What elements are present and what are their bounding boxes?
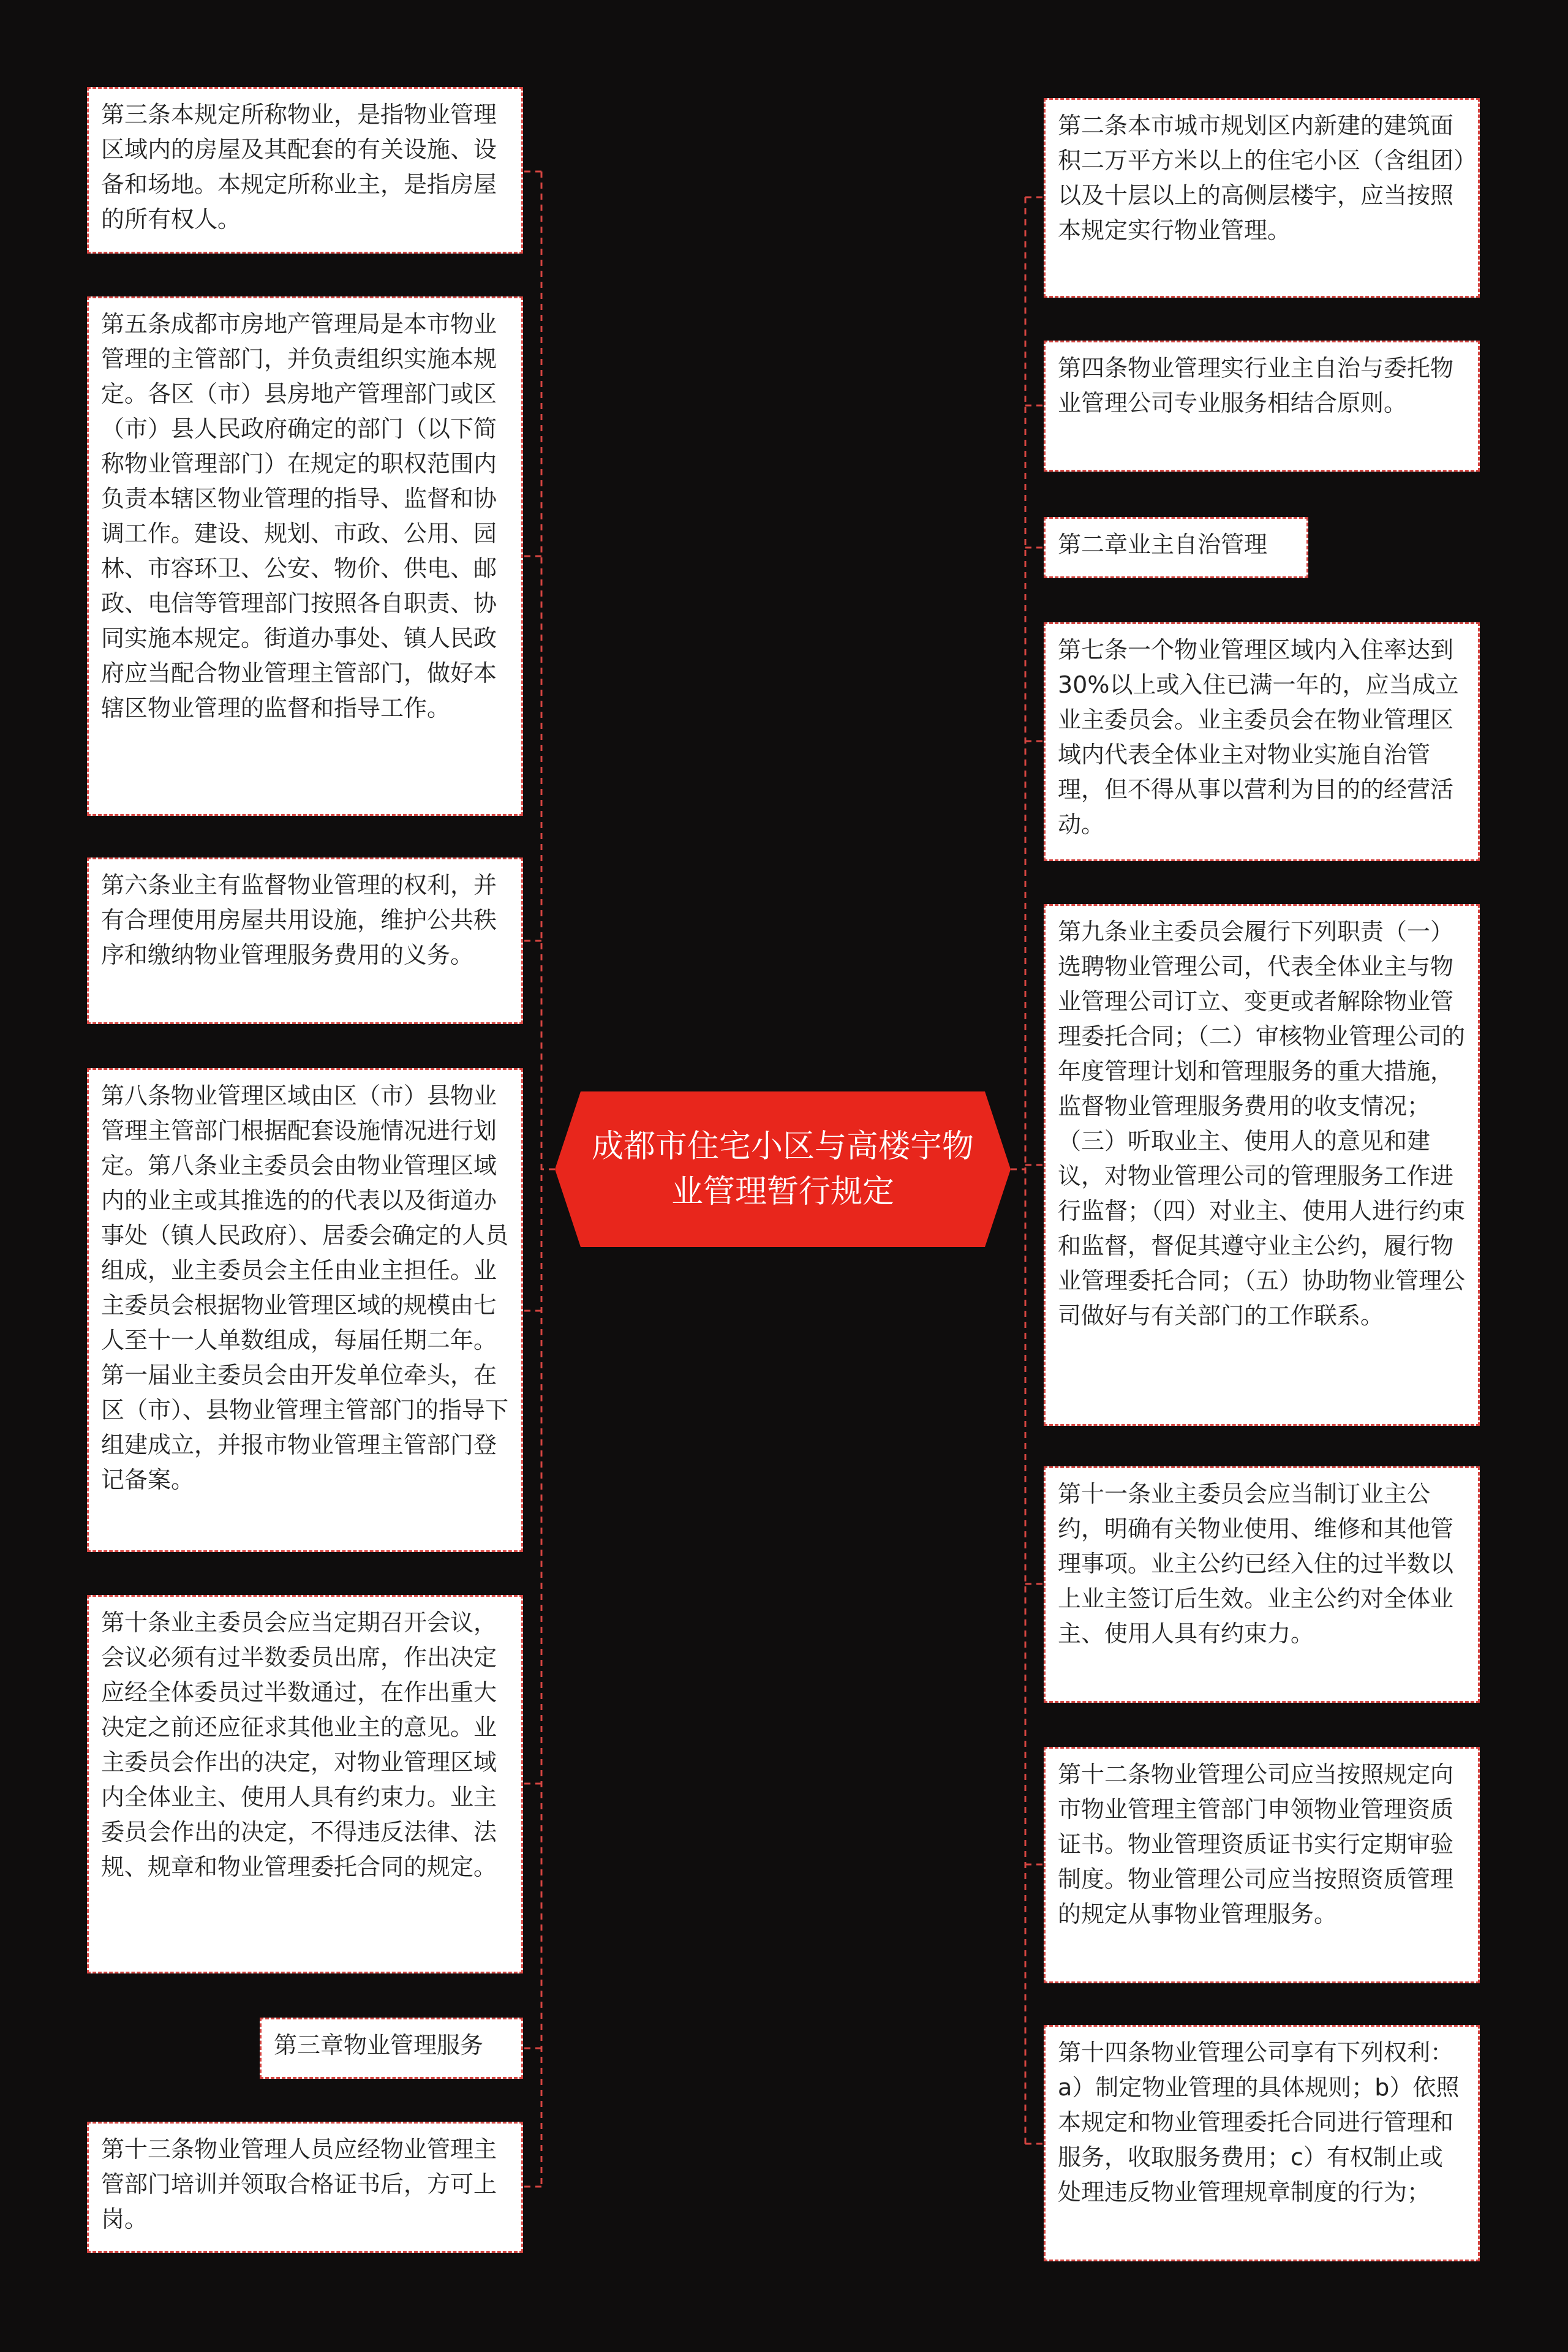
node-text: 第七条一个物业管理区域内入住率达到30%以上或入住已满一年的，应当成立业主委员会。业主委员会在物业管理区域内代表全体业主对物业实施自治管理，但不得从事以营利为目的的经营活动。: [1058, 636, 1459, 838]
left-node-article-13[interactable]: [87, 2122, 523, 2253]
node-text: 第十一条业主委员会应当制订业主公约，明确有关物业使用、维修和其他管理事项。业主公约已经入住的过半数以上业主签订后生效。业主公约对全体业主、使用人具有约束力。: [1058, 1480, 1454, 1647]
right-node-article-7[interactable]: [1044, 622, 1480, 861]
node-text: 第三章物业管理服务: [274, 2032, 484, 2059]
right-node-article-14[interactable]: [1044, 2025, 1480, 2261]
left-node-article-8[interactable]: [87, 1068, 523, 1552]
right-node-article-4[interactable]: [1044, 341, 1480, 472]
node-text: 第四条物业管理实行业主自治与委托物业管理公司专业服务相结合原则。: [1058, 355, 1454, 417]
node-text: 第三条本规定所称物业，是指物业管理区域内的房屋及其配套的有关设施、设备和场地。本规定所称业主，是指房屋的所有权人。: [101, 101, 497, 233]
node-text: 第五条成都市房地产管理局是本市物业管理的主管部门，并负责组织实施本规定。各区（市）县房地产管理部门或区（市）县人民政府确定的部门（以下简称物业管理部门）在规定的职权范围内负责本辖区物业管理的指导、监督和协调工作。建设、规划、市政、公用、园林、市容环卫、公安、物价、供电、邮政、电信等管理部门按照各自职责、协同实施本规定。街道办事处、镇人民政府应当配合物业管理主管部门，做好本辖区物业管理的监督和指导工作。: [101, 311, 497, 722]
center-topic[interactable]: [555, 1091, 1011, 1247]
node-text: 第二条本市城市规划区内新建的建筑面积二万平方米以上的住宅小区（含组团）以及十层以上的高侧层楼宇，应当按照本规定实行物业管理。: [1058, 112, 1466, 244]
right-node-article-11[interactable]: [1044, 1466, 1480, 1703]
node-text: 第二章业主自治管理: [1058, 531, 1268, 558]
left-node-article-3[interactable]: [87, 87, 523, 254]
left-node-article-5[interactable]: [87, 296, 523, 816]
left-node-article-6[interactable]: [87, 858, 523, 1024]
node-text: 第十四条物业管理公司享有下列权利：a）制定物业管理的具体规则；b）依照本规定和物业管理委托合同进行管理和服务，收取服务费用；c）有权制止或处理违反物业管理规章制度的行为；: [1058, 2039, 1460, 2206]
node-text: 第十三条物业管理人员应经物业管理主管部门培训并领取合格证书后，方可上岗。: [101, 2136, 497, 2233]
node-text: 第九条业主委员会履行下列职责（一）选聘物业管理公司，代表全体业主与物业管理公司订立、变更或者解除物业管理委托合同；（二）审核物业管理公司的年度管理计划和管理服务的重大措施，监督物业管理服务费用的收支情况；（三）听取业主、使用人的意见和建议，对物业管理公司的管理服务工作进行监督；（四）对业主、使用人进行约束和监督，督促其遵守业主公约，履行物业管理委托合同；（五）协助物业管理公司做好与有关部门的工作联系。: [1058, 918, 1466, 1329]
left-node-article-10[interactable]: [87, 1595, 523, 1973]
node-text: 第八条物业管理区域由区（市）县物业管理主管部门根据配套设施情况进行划定。第八条业主委员会由物业管理区域内的业主或其推选的的代表以及街道办事处（镇人民政府）、居委会确定的人员组成，业主委员会主任由业主担任。业主委员会根据物业管理区域的规模由七人至十一人单数组成，每届任期二年。第一届业主委员会由开发单位牵头，在区（市）、县物业管理主管部门的指导下组建成立，并报市物业管理主管部门登记备案。: [101, 1082, 509, 1493]
center-topic-title: 成都市住宅小区与高楼宇物业管理暂行规定: [592, 1128, 974, 1210]
right-node-article-12[interactable]: [1044, 1747, 1480, 1983]
node-text: 第十条业主委员会应当定期召开会议，会议必须有过半数委员出席，作出决定应经全体委员过半数通过，在作出重大决定之前还应征求其他业主的意见。业主委员会作出的决定，对物业管理区域内全体业主、使用人具有约束力。业主委员会作出的决定，不得违反法律、法规、规章和物业管理委托合同的规定。: [101, 1609, 497, 1880]
node-text: 第六条业主有监督物业管理的权利，并有合理使用房屋共用设施，维护公共秩序和缴纳物业管理服务费用的义务。: [101, 872, 497, 968]
right-node-article-9[interactable]: [1044, 904, 1480, 1426]
node-text: 第十二条物业管理公司应当按照规定向市物业管理主管部门申领物业管理资质证书。物业管理资质证书实行定期审验制度。物业管理公司应当按照资质管理的规定从事物业管理服务。: [1058, 1761, 1454, 1928]
left-node-chapter-3[interactable]: [260, 2018, 523, 2079]
right-node-chapter-2[interactable]: [1044, 517, 1308, 578]
right-node-article-2[interactable]: [1044, 98, 1480, 298]
